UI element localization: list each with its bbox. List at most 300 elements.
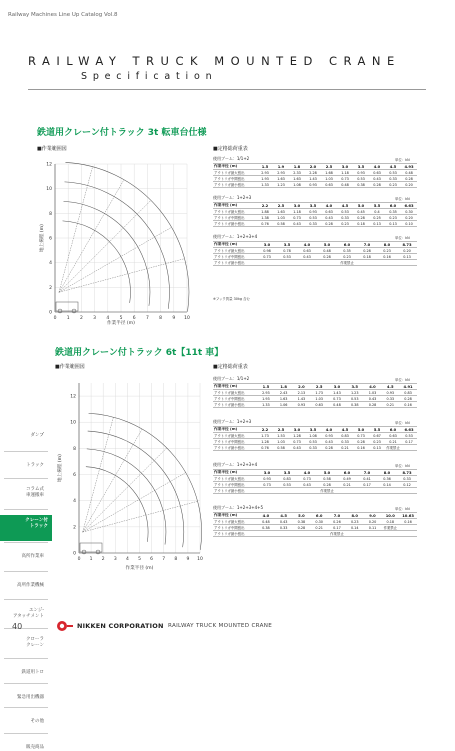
table-caption: 使用ブーム：1+2+3+4 [213,234,258,239]
load-cell [346,531,364,537]
load-cell: 1.53 [273,433,289,439]
radius-cell: 1.5 [257,384,275,390]
catalog-label: Railway Machines Line Up Catalog Vol.8 [8,12,118,18]
load-cell: 0.10 [401,221,417,227]
x-tick-label: 9 [172,316,176,321]
load-cell: 0.33 [275,525,293,531]
y-tick-label: 0 [49,310,52,316]
radius-cell: 4.0 [297,470,317,476]
radius-cell: 4.91 [399,384,417,390]
radius-cell: 2.5 [273,427,289,433]
load-cell: 2.28 [305,170,321,176]
hook-note: ※フック質量 30kg 含む [213,297,250,301]
load-cell: 0.26 [328,519,346,525]
outrigger-label: アウトリガ最小張出 [213,402,257,408]
table-caption: 使用ブーム：1+2+3 [213,419,252,424]
load-cell: 0.35 [337,248,357,254]
load-cell: 0.43 [364,396,382,402]
load-cell: 1.43 [328,390,346,396]
y-tick-label: 4 [49,261,52,267]
load-cell: 1.63 [289,176,305,182]
radius-header: 作業半径 (m) [213,470,257,476]
nav-item-0[interactable]: ダンプ [30,433,44,438]
radius-cell: 3.5 [277,242,297,248]
load-cell: 作業禁止 [317,488,337,494]
load-cell [277,488,297,494]
radius-cell: 7.0 [357,242,377,248]
load-cell: 0.30 [401,209,417,215]
load-cell: 1.63 [273,176,289,182]
load-cell: 0.17 [328,525,346,531]
load-cell: 0.14 [377,482,397,488]
load-cell: 0.36 [377,476,397,482]
load-cell: 0.48 [257,519,275,525]
table-caption: 使用ブーム：1+2+3+4 [213,462,258,467]
boom-angle-line [83,501,198,532]
load-cell: 0.23 [385,182,401,188]
y-axis-caption: 地上揚程 (m) [40,224,45,252]
load-cell: 0.13 [385,221,401,227]
nav-item-11[interactable]: 販売商品 [26,745,44,750]
load-cell: 0.43 [289,221,305,227]
radius-cell: 8.73 [397,242,417,248]
y-tick-label: 12 [70,394,76,400]
load-cell: 0.53 [346,396,364,402]
load-cell: 1.23 [273,182,289,188]
x-tick-label: 8 [159,316,163,321]
outrigger-label: アウトリガ最小張出 [213,531,257,537]
load-cell: 2.93 [257,170,273,176]
outrigger-label: アウトリガ中間張出 [213,525,257,531]
load-cell: 0.33 [337,215,353,221]
load-cell: 1.33 [257,182,273,188]
table-row [213,488,417,494]
load-cell: 0.93 [353,170,369,176]
radius-cell: 5.5 [369,427,385,433]
y-tick-label: 10 [46,187,52,193]
load-cell: 0.16 [399,402,417,408]
load-cell: 0.48 [401,170,417,176]
y-tick-label: 6 [73,473,76,479]
table-row [213,182,417,188]
nav-item-9[interactable]: 緊急用出機器 [17,695,44,700]
load-cell: 0.23 [369,439,385,445]
table-label-6t: ■定格総荷重表 [213,364,248,370]
load-cell [364,531,382,537]
table-caption: 使用ブーム：1/1+2 [213,376,250,381]
load-cell: 0.63 [369,170,385,176]
radius-cell: 8.0 [346,513,364,519]
x-tick-label: 5 [119,316,123,321]
load-cell: 2.93 [273,170,289,176]
radius-cell: 10.63 [399,513,417,519]
load-cell: 0.20 [364,519,382,525]
load-cell: 0.28 [321,221,337,227]
boom-angle-line [59,227,172,292]
brand-name: NIKKEN CORPORATION [77,622,164,630]
load-cell: 0.13 [369,445,385,451]
load-cell: 0.30 [310,519,328,525]
x-axis-caption: 作業半径 (m) [107,321,135,326]
x-tick-label: 4 [125,557,129,562]
load-cell: 0.38 [257,525,275,531]
boom-angle-line [83,429,143,532]
radius-cell: 6.0 [385,427,401,433]
nav-item-2[interactable]: コラム式 車運搬車 [26,487,44,498]
load-cell: 0.17 [357,482,377,488]
load-cell: 0.83 [399,390,417,396]
x-tick-label: 4 [106,316,110,321]
outrigger-label: アウトリガ最大張出 [213,170,257,176]
x-tick-label: 6 [150,557,154,562]
load-cell: 0.93 [321,433,337,439]
load-cell: 2.43 [275,390,293,396]
load-cell: 0.20 [401,215,417,221]
outrigger-label: アウトリガ最大張出 [213,433,257,439]
radius-cell: 4.0 [321,427,337,433]
load-cell: 0.45 [353,209,369,215]
radius-cell: 5.0 [293,513,311,519]
load-cell [377,260,397,266]
radius-cell: 2.0 [305,164,321,170]
load-cell: 0.73 [337,176,353,182]
load-cell: 0.21 [381,402,399,408]
load-cell: 0.43 [321,439,337,445]
x-tick-label: 10 [184,316,190,321]
radius-cell: 5.0 [317,470,337,476]
load-cell [297,260,317,266]
load-cell: 1.03 [364,390,382,396]
radius-header: 作業半径 (m) [213,164,257,170]
load-cell: 0.28 [293,525,311,531]
section-title-3t: 鉄道用クレーン付トラック 3t 転車台仕様 [37,128,207,138]
load-cell: 1.06 [275,402,293,408]
load-cell: 0.21 [337,482,357,488]
load-cell: 2.93 [257,390,275,396]
radius-cell: 3.5 [277,470,297,476]
load-cell: 0.93 [257,476,277,482]
boom-angle-line [59,200,151,292]
x-tick-label: 1 [66,316,70,321]
nav-item-7[interactable]: クローラ クレーン [26,637,44,648]
load-cell: 2.13 [293,390,311,396]
page-number: 40 [12,622,23,631]
outrigger-label: アウトリガ中間張出 [213,254,257,260]
load-cell: 0.20 [401,182,417,188]
load-cell: 1.43 [305,176,321,182]
load-cell: 0.53 [277,482,297,488]
load-cell: 0.33 [397,476,417,482]
nav-item-5[interactable]: 高所作業機械 [17,583,44,588]
load-cell: 1.73 [310,390,328,396]
load-cell: 作業禁止 [337,260,357,266]
range-label-6t: ■作業範囲図 [55,364,85,370]
load-cell: 0.43 [369,176,385,182]
radius-cell: 5.0 [317,242,337,248]
load-cell: 0.93 [381,390,399,396]
radius-cell: 3.0 [257,470,277,476]
range-label-3t: ■作業範囲図 [37,146,67,152]
load-cell: 1.03 [273,215,289,221]
nav-item-10[interactable]: その他 [30,719,44,724]
load-cell: 0.28 [317,254,337,260]
load-cell: 0.63 [321,209,337,215]
load-cell: 0.58 [273,221,289,227]
radius-cell: 2.5 [273,203,289,209]
nav-divider [4,478,48,479]
load-cell: 作業禁止 [386,446,400,450]
load-cell: 0.73 [328,396,346,402]
load-cell: 0.23 [337,221,353,227]
load-cell: 0.28 [399,396,417,402]
load-cell [275,531,293,537]
radius-cell: 1.8 [289,164,305,170]
nav-divider [4,707,48,708]
radius-cell: 3.0 [328,384,346,390]
load-cell: 0.38 [346,402,364,408]
load-cell [337,488,357,494]
load-cell: 0.23 [346,519,364,525]
load-cell: 0.41 [357,476,377,482]
radius-cell: 6.0 [337,470,357,476]
radius-cell: 10.0 [381,513,399,519]
load-cell: 0.35 [385,209,401,215]
radius-cell: 6.63 [401,203,417,209]
load-cell: 0.28 [353,215,369,221]
load-cell: 0.21 [310,525,328,531]
y-tick-label: 0 [73,551,76,557]
load-cell: 0.83 [277,476,297,482]
load-cell [310,531,328,537]
nav-divider [4,599,48,600]
outrigger-label: アウトリガ最小張出 [213,488,257,494]
capacity-table [213,202,417,227]
load-cell [277,260,297,266]
x-tick-label: 0 [77,557,81,562]
load-cell: 0.20 [397,248,417,254]
load-cell [293,531,311,537]
load-cell: 0.16 [377,254,397,260]
outrigger-label: アウトリガ最小張出 [213,445,257,451]
load-cell: 2.33 [289,170,305,176]
load-cell: 0.14 [346,525,364,531]
load-cell: 1.93 [257,176,273,182]
load-cell: 0.73 [289,439,305,445]
table-unit: 単位：kN [395,507,410,511]
x-axis-caption: 作業半径 (m) [125,566,154,571]
load-cell: 0.33 [381,396,399,402]
outrigger-label: アウトリガ最大張出 [213,390,257,396]
nav-item-1[interactable]: トラック [26,463,44,468]
load-cell: 0.28 [369,182,385,188]
radius-cell: 3.0 [257,242,277,248]
radius-cell: 1.9 [273,164,289,170]
load-cell [257,260,277,266]
load-cell: 0.33 [337,439,353,445]
load-cell: 1.73 [257,433,273,439]
load-cell: 0.38 [293,519,311,525]
table-caption: 使用ブーム：1/1+2 [213,156,250,161]
table-unit: 単位：kN [395,158,410,162]
load-cell: 0.73 [353,433,369,439]
load-cell: 0.83 [337,433,353,439]
load-cell: 0.28 [364,402,382,408]
load-cell: 0.38 [353,182,369,188]
radius-cell: 4.5 [275,513,293,519]
x-tick-label: 7 [145,316,149,321]
nav-divider [4,683,48,684]
radius-header: 作業半径 (m) [213,513,257,519]
y-tick-label: 2 [73,525,76,531]
page-title: RAILWAY TRUCK MOUNTED CRANE [28,54,401,68]
radius-cell: 7.0 [328,513,346,519]
radius-cell: 3.0 [337,164,353,170]
capacity-table [213,426,417,451]
load-cell: 0.63 [321,182,337,188]
outrigger-label: アウトリガ最小張出 [213,260,257,266]
load-cell: 0.53 [385,170,401,176]
load-cell [381,531,399,537]
load-cell: 1.03 [273,439,289,445]
page-subtitle: Specification [81,71,218,82]
load-cell: 0.16 [399,519,417,525]
load-cell: 1.18 [289,209,305,215]
radius-cell: 5.0 [353,203,369,209]
load-cell: 0.13 [369,221,385,227]
nav-item-4[interactable]: 高所作業車 [21,554,44,559]
y-axis-caption: 地上揚程 (m) [58,454,63,482]
radius-cell: 6.0 [385,203,401,209]
nav-divider [4,658,48,659]
load-cell: 0.76 [257,221,273,227]
radius-cell: 4.93 [401,164,417,170]
outrigger-label: アウトリガ中間張出 [213,439,257,445]
nav-item-6[interactable]: エンジ- アタッチメント [12,608,44,619]
nav-divider [4,542,48,543]
load-cell: 0.21 [337,445,353,451]
load-cell: 1.08 [305,433,321,439]
outrigger-label: アウトリガ最小張出 [213,221,257,227]
outrigger-label: アウトリガ最大張出 [213,476,257,482]
radius-cell: 6.0 [337,242,357,248]
load-cell: 1.28 [257,439,273,445]
load-cell: 0.63 [297,248,317,254]
load-cell [317,260,337,266]
load-cell: 0.63 [310,402,328,408]
nav-item-3[interactable]: クレーン付 トラック [25,518,48,529]
load-cell: 0.43 [321,215,337,221]
load-cell: 0.43 [297,482,317,488]
load-cell [297,488,317,494]
load-cell: 0.53 [277,254,297,260]
capacity-table [213,512,417,537]
radius-cell: 4.0 [369,164,385,170]
radius-cell: 3.5 [353,164,369,170]
boom-range-arc [87,449,166,545]
load-cell: 1.33 [257,402,275,408]
radius-cell: 6.0 [310,513,328,519]
load-cell [257,488,277,494]
load-cell: 1.68 [321,170,337,176]
capacity-table [213,163,417,188]
radius-cell: 4.5 [385,164,401,170]
load-cell: 0.93 [305,209,321,215]
load-cell: 0.23 [385,215,401,221]
load-cell: 作業禁止 [328,531,346,537]
radius-cell: 8.0 [377,470,397,476]
y-tick-label: 12 [46,162,52,168]
load-cell: 0.93 [293,402,311,408]
radius-cell: 9.0 [364,513,382,519]
load-cell: 1.03 [321,176,337,182]
table-row [213,260,417,266]
load-cell: 0.33 [305,221,321,227]
radius-cell: 3.0 [289,203,305,209]
nav-item-8[interactable]: 鉄道用トロ [21,670,44,675]
radius-cell: 4.5 [337,427,353,433]
boom-angle-line [59,180,124,293]
working-range-diagram-3t [37,154,197,326]
x-tick-label: 3 [93,316,97,321]
load-cell: 0.78 [277,248,297,254]
table-row [213,221,417,227]
section-title-6t: 鉄道用クレーン付トラック 6t【11t 車】 [55,348,224,358]
load-cell: 0.53 [305,215,321,221]
y-tick-label: 10 [70,420,76,426]
radius-cell: 4.0 [364,384,382,390]
radius-cell: 4.0 [321,203,337,209]
load-cell: 0.28 [357,248,377,254]
load-cell: 1.18 [337,170,353,176]
load-cell: 0.76 [257,445,273,451]
radius-cell: 6.63 [401,427,417,433]
radius-cell: 4.5 [337,203,353,209]
table-caption: 使用ブーム：1+2+3 [213,195,252,200]
boom-angle-line [83,473,186,533]
boom-range-arc [64,182,169,309]
load-cell: 0.53 [305,439,321,445]
outrigger-label: アウトリガ中間張出 [213,215,257,221]
boom-angle-line [59,167,93,293]
radius-cell: 7.0 [357,470,377,476]
outrigger-label: アウトリガ最大張出 [213,248,257,254]
load-cell: 1.03 [310,396,328,402]
table-unit: 単位：kN [395,378,410,382]
radius-cell: 2.2 [257,203,273,209]
load-cell: 0.43 [297,254,317,260]
nav-divider [4,628,48,629]
capacity-table [213,383,417,408]
load-cell: 0.73 [289,215,305,221]
truck-body [56,302,78,311]
load-cell: 0.13 [397,254,417,260]
load-cell: 0.28 [401,176,417,182]
table-unit: 単位：kN [395,421,410,425]
x-tick-label: 3 [113,557,117,562]
x-tick-label: 9 [186,557,190,562]
load-cell: 0.11 [364,525,382,531]
y-tick-label: 2 [49,285,52,291]
capacity-table [213,241,417,266]
radius-cell: 4.5 [381,384,399,390]
table-caption: 使用ブーム：1+2+3+4+5 [213,505,264,510]
load-cell: 0.28 [353,439,369,445]
nav-divider [4,451,48,452]
load-cell: 0.63 [385,433,401,439]
radius-cell: 2.5 [321,164,337,170]
table-row [213,445,417,451]
table-unit: 単位：kN [395,236,410,240]
